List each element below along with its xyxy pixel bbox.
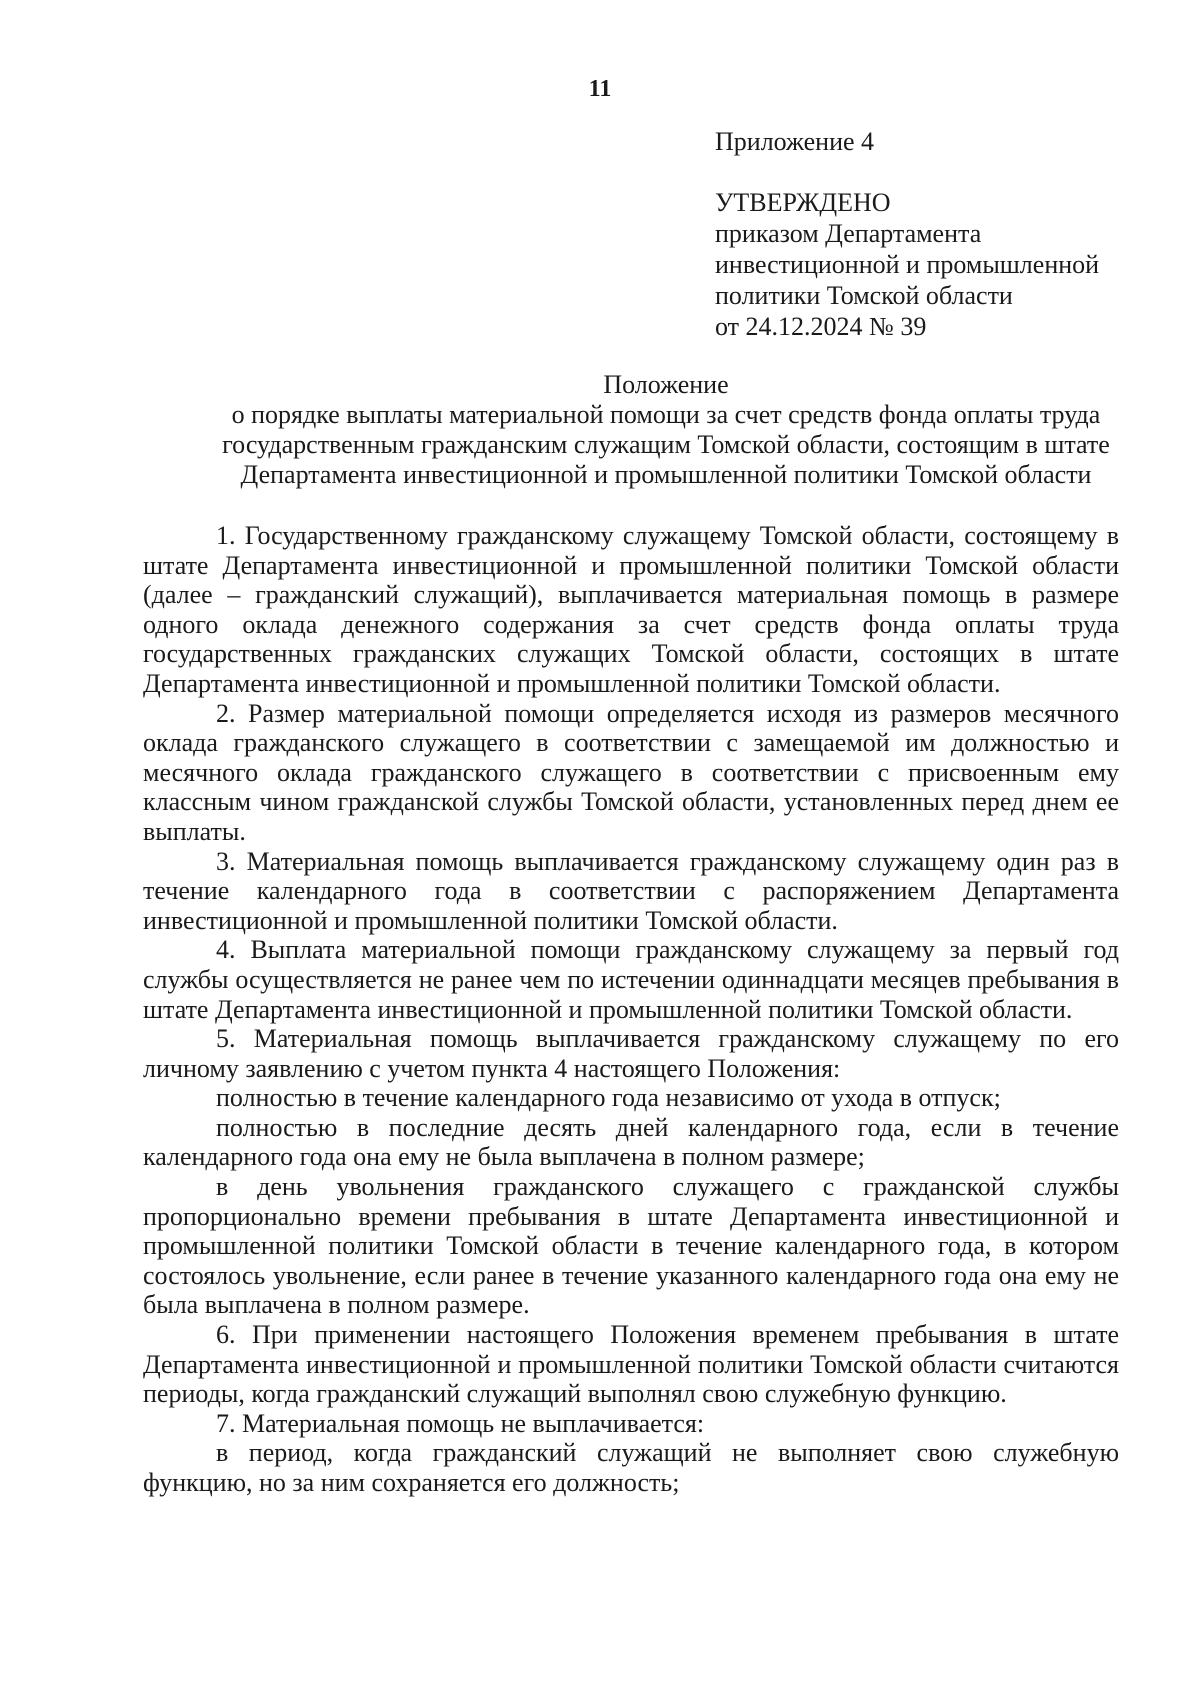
title-line: Департамента инвестиционной и промышленной политики Томской области [240,460,1092,489]
paragraph-5: 5. Материальная помощь выплачивается гражданскому служащему по его личному заявлению с учетом пункта 4 настоящего Положения: [143,1024,1119,1083]
paragraph-7: 7. Материальная помощь не выплачивается: [216,1408,705,1438]
appendix-label: Приложение 4 [715,127,875,156]
paragraph-5-item-2: полностью в последние десять дней календарного года, если в течение календарного года она ему не была выплачена в полном размере; [143,1112,1119,1172]
title-heading: Положение [603,370,729,399]
approval-line: инвестиционной и промышленной [715,250,1100,279]
document-title [130,370,1200,490]
approval-line: приказом Департамента [715,219,982,248]
paragraph-4: 4. Выплата материальной помощи гражданскому служащему за первый год службы осуществляется не ранее чем по истечении одиннадцати месяцев пребывания в штате Департамента инвестиционной и промышленной политики Томской области. [143,935,1119,1024]
paragraph-6: 6. При применении настоящего Положения временем пребывания в штате Департамента инвестиционной и промышленной политики Томской области считаются периоды, когда гражданский служащий выполнял свою служебную функцию. [143,1320,1119,1409]
page-number: 11 [588,76,612,102]
paragraph-1: 1. Государственному гражданскому служащему Томской области, состоящему в штате Департамента инвестиционной и промышленной политики Томской области (далее – гражданский служащий), выплачивается материальная помощь в размере одного оклада денежного содержания за счет средств фонда оплаты труда государственных гражданских служащих Томской области, состоящих в штате Департамента инвестиционной и промышленной политики Томской области. [143,521,1119,698]
approval-block [715,126,1155,342]
approval-date-number: от 24.12.2024 № 39 [715,312,927,341]
approval-line: политики Томской области [715,281,1013,310]
paragraph-5-item-1: полностью в течение календарного года независимо от ухода в отпуск; [216,1083,1001,1113]
paragraph-3: 3. Материальная помощь выплачивается гражданскому служащему один раз в течение календарного года в соответствии с распоряжением Департамента инвестиционной и промышленной политики Томской области. [143,846,1119,935]
document-body [143,521,1119,1498]
title-line: о порядке выплаты материальной помощи за счет средств фонда оплаты труда [231,400,1101,429]
paragraph-7-item-1: в период, когда гражданский служащий не выполняет свою служебную функцию, но за ним сохраняется его должность; [143,1438,1119,1497]
title-line: государственным гражданским служащим Томской области, состоящим в штате [222,430,1110,459]
approved-stamp-title: УТВЕРЖДЕНО [715,188,891,217]
paragraph-2: 2. Размер материальной помощи определяется исходя из размеров месячного оклада гражданского служащего в соответствии с замещаемой им должностью и месячного оклада гражданского служащего в соответствии с присвоенным ему классным чином гражданской службы Томской области, установленных перед днем ее выплаты. [143,698,1119,846]
paragraph-5-item-3: в день увольнения гражданского служащего с гражданской службы пропорционально времени пребывания в штате Департамента инвестиционной и промышленной политики Томской области в течение календарного года, в котором состоялось увольнение, если ранее в течение указанного календарного года она ему не была выплачена в полном размере. [143,1172,1119,1320]
